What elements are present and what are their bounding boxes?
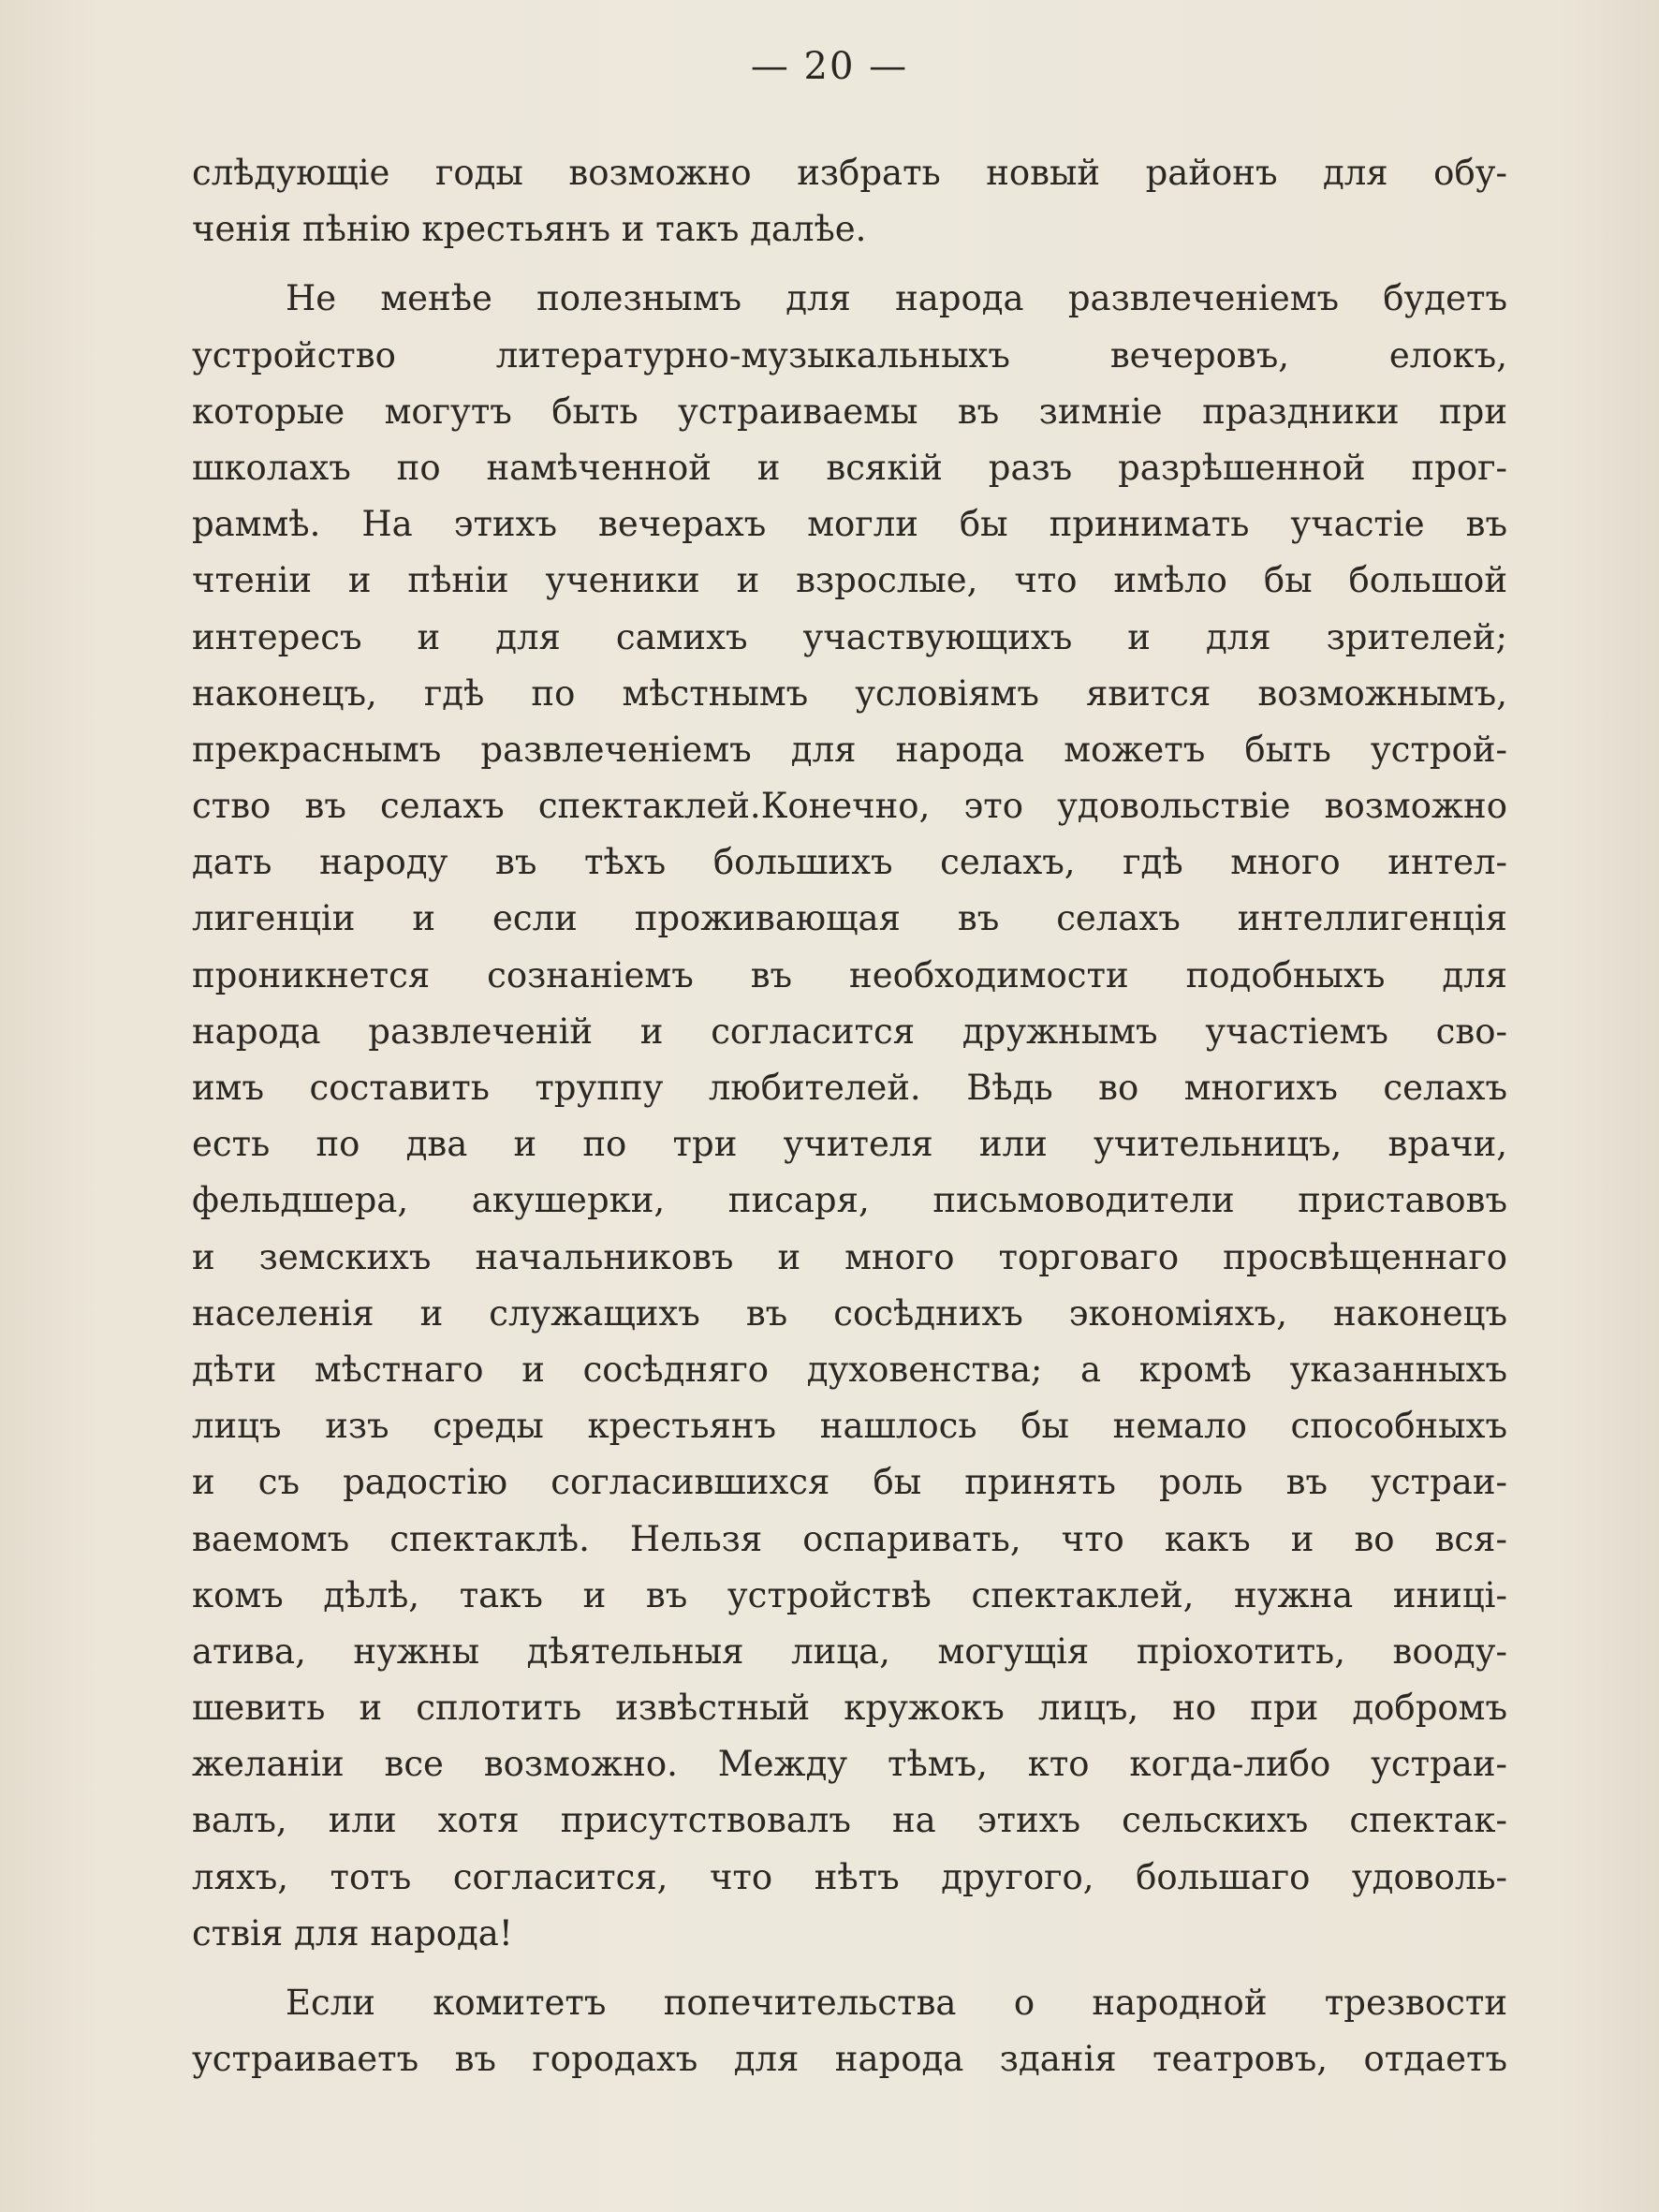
text-line: Не менѣе полезнымъ для народа развлеченіемъ будетъ (286, 278, 1507, 319)
text-line: Если комитетъ попечительства о народной трезвости (286, 1983, 1507, 2023)
text-line: и съ радостію согласившихся бы принять роль въ устраи- (192, 1462, 1507, 1503)
paragraph-2 (192, 271, 1507, 1962)
text-line: и земскихъ начальниковъ и много торговаго просвѣщеннаго (192, 1236, 1507, 1277)
text-line: проникнется сознаніемъ въ необходимости подобныхъ для (192, 954, 1507, 995)
text-line: желаніи все возможно. Между тѣмъ, кто когда-либо устраи- (192, 1744, 1507, 1785)
text-line: ствія для народа! (192, 1912, 513, 1954)
text-line: атива, нужны дѣятельныя лица, могущія пріохотить, вооду- (192, 1630, 1507, 1672)
text-line: лицъ изъ среды крестьянъ нашлось бы немало способныхъ (192, 1406, 1507, 1447)
text-line: народа развлеченій и согласится дружнымъ участіемъ сво- (192, 1010, 1507, 1052)
text-line: фельдшера, акушерки, писаря, письмоводители приставовъ (192, 1180, 1507, 1221)
text-line: устройство литературно-музыкальныхъ вечеровъ, елокъ, (192, 334, 1507, 376)
text-line: населенія и служащихъ въ сосѣднихъ экономіяхъ, наконецъ (192, 1292, 1507, 1334)
text-line: школахъ по намѣченной и всякій разъ разрѣшенной прог- (192, 447, 1507, 488)
text-line: ство въ селахъ спектаклей.Конечно, это удовольствіе возможно (192, 786, 1507, 827)
text-line: наконецъ, гдѣ по мѣстнымъ условіямъ явится возможнымъ, (192, 672, 1507, 714)
text-line: слѣдующіе годы возможно избрать новый районъ для обу- (192, 153, 1507, 193)
text-line: интересъ и для самихъ участвующихъ и для зрителей; (192, 616, 1507, 657)
text-line: ваемомъ спектаклѣ. Нельзя оспаривать, что какъ и во вся- (192, 1518, 1507, 1559)
text-line: устраиваетъ въ городахъ для народа зданія театровъ, отдаетъ (192, 2039, 1507, 2080)
text-line: есть по два и по три учителя или учительницъ, врачи, (192, 1124, 1507, 1165)
text-line: чтеніи и пѣніи ученики и взрослые, что имѣло бы большой (192, 560, 1507, 601)
text-line: валъ, или хотя присутствовалъ на этихъ сельскихъ спектак- (192, 1800, 1507, 1841)
text-line: дѣти мѣстнаго и сосѣдняго духовенства; а кромѣ указанныхъ (192, 1349, 1507, 1390)
paragraph-3 (192, 1975, 1507, 2087)
page-number: — 20 — (750, 45, 909, 88)
text-line: имъ составить труппу любителей. Вѣдь во многихъ селахъ (192, 1068, 1507, 1108)
text-line: ляхъ, тотъ согласится, что нѣтъ другого, большаго удоволь- (192, 1856, 1507, 1897)
body-text (192, 145, 1507, 2087)
text-line: лигенціи и если проживающая въ селахъ интеллигенція (192, 898, 1507, 939)
text-line: прекраснымъ развлеченіемъ для народа можетъ быть устрой- (192, 729, 1507, 770)
paragraph-1 (192, 145, 1507, 258)
text-line: шевить и сплотить извѣстный кружокъ лицъ, но при добромъ (192, 1688, 1507, 1729)
text-line: которые могутъ быть устраиваемы въ зимніе праздники при (192, 391, 1507, 432)
text-line: ченія пѣнію крестьянъ и такъ далѣе. (192, 209, 867, 250)
text-line: комъ дѣлѣ, такъ и въ устройствѣ спектаклей, нужна иниці- (192, 1574, 1507, 1615)
text-line: раммѣ. На этихъ вечерахъ могли бы принимать участіе въ (192, 504, 1507, 545)
text-line: дать народу въ тѣхъ большихъ селахъ, гдѣ много интел- (192, 842, 1507, 883)
